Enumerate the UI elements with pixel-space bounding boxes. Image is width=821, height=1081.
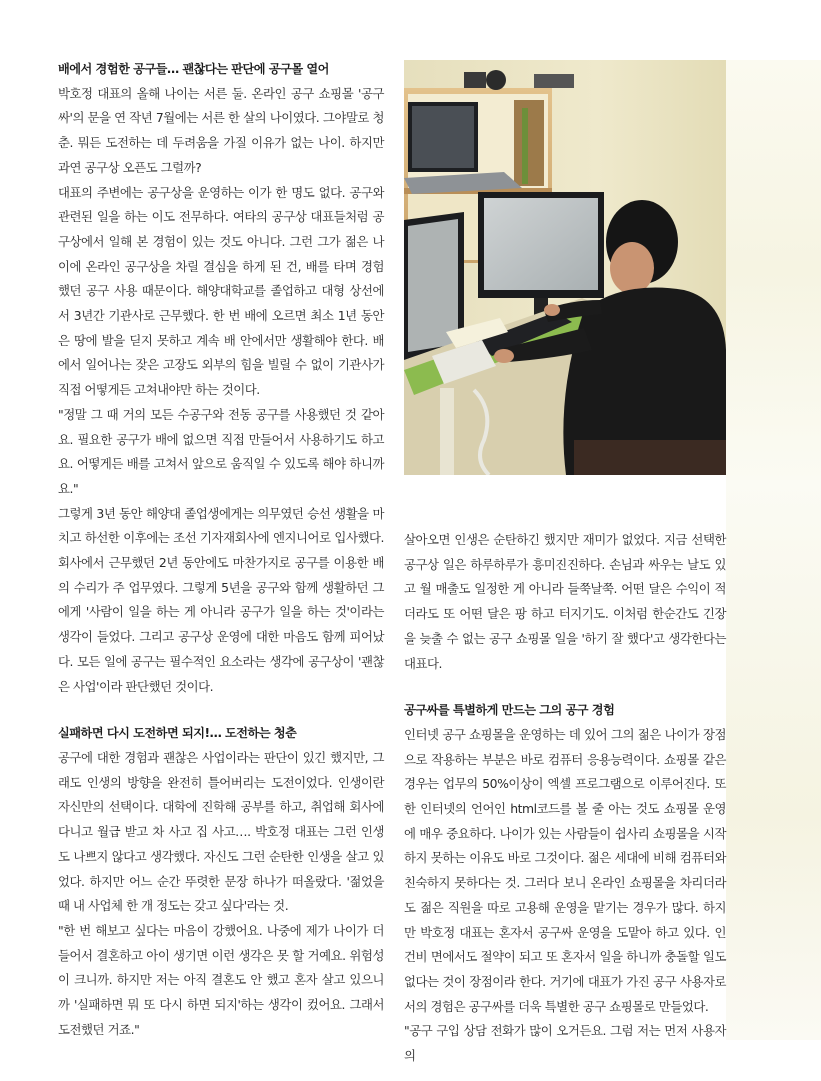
interview-quote: "한 번 해보고 싶다는 마음이 강했어요. 나중에 제가 나이가 더 들어서 결혼하고 아이 생기면 이런 생각은 못 할 거예요. 위험성이 크니까. 하지만 저는 아직 결혼도 안 했고 혼자 살고 있으니까 '실패하면 뭐 또 다시 하면 되지'하는 생각이 컸어요. 그래서 도전했던 거죠." xyxy=(58,922,384,1037)
interview-quote: "공구 구입 상담 전화가 많이 오거든요. 그럼 저는 먼저 사용자의 xyxy=(404,1023,726,1064)
paragraph: 공구에 대한 경험과 괜찮은 사업이라는 판단이 있긴 했지만, 그래도 인생의 방향을 완전히 틀어버리는 도전이었다. 인생이란 자신만의 선택이다. 대학에 진학해 공부를 하고, 취업해 회사에 다니고 월급 받고 차 사고 집 사고…. 박호정 대표는 그런 인생도 나쁘지 않다고 생각했다. 자신도 그런 순탄한 인생을 살고 있었다. 하지만 어느 순간 뚜렷한 문장 하나가 떠올랐다. '젊었을 때 내 사업체 한 개 정도는 갖고 싶다'라는 것. xyxy=(58,749,384,914)
spacer xyxy=(404,676,726,698)
decorative-background-bottom xyxy=(726,480,821,1040)
paragraph: 대표의 주변에는 공구상을 운영하는 이가 한 명도 없다. 공구와 관련된 일을 하는 이도 전무하다. 여타의 공구상 대표들처럼 공구상에서 일해 본 경험이 있는 것도 아니다. 그런 그가 젊은 나이에 온라인 공구상을 차릴 결심을 하게 된 건, 배를 타며 경험했던 공구 사용 때문이다. 해양대학교를 졸업하고 대형 상선에서 3년간 기관사로 근무했다. 한 번 배에 오르면 최소 1년 동안은 땅에 발을 딛지 못하고 계속 배 안에서만 생활해야 한다. 배에서 일어나는 잦은 고장도 외부의 힘을 빌릴 수 없이 기관사가 직접 어떻게든 고쳐내야만 하는 것이다. xyxy=(58,184,384,398)
article-photo xyxy=(404,60,726,475)
section-heading-1: 배에서 경험한 공구들… 괜찮다는 판단에 공구몰 열어 xyxy=(58,62,329,76)
paragraph: 그렇게 3년 동안 해양대 졸업생에게는 의무였던 승선 생활을 마치고 하선한 이후에는 조선 기자재회사에 엔지니어로 입사했다. 회사에서 근무했던 2년 동안에도 마찬가지로 공구를 이용한 배의 수리가 주 업무였다. 그렇게 5년을 공구와 함께 생활하던 그에게 '사람이 일을 하는 게 아니라 공구가 일을 하는 것'이라는 생각이 들었다. 그리고 공구상 운영에 대한 마음도 함께 피어났다. 모든 일에 공구는 필수적인 요소라는 생각에 공구상이 '괜찮은 사업'이라 판단했던 것이다. xyxy=(58,505,384,694)
decorative-background-top xyxy=(726,60,821,480)
section-heading-3: 공구싸를 특별하게 만드는 그의 공구 경험 xyxy=(404,703,615,718)
paragraph: 박호정 대표의 올해 나이는 서른 둘. 온라인 공구 쇼핑몰 '공구싸'의 문을 연 작년 7월에는 서른 한 살의 나이였다. 그야말로 청춘. 뭐든 도전하는 데 두려움을 가질 이유가 없는 나이. 하지만 과연 공구상 오픈도 그럴까? xyxy=(58,85,384,175)
spacer xyxy=(58,699,384,721)
section-heading-2: 실패하면 다시 도전하면 되지!… 도전하는 청춘 xyxy=(58,726,297,741)
paragraph: 인터넷 공구 쇼핑몰을 운영하는 데 있어 그의 젊은 나이가 장점으로 작용하는 부분은 바로 컴퓨터 응용능력이다. 쇼핑몰 같은 경우는 업무의 50%이상이 엑셀 프로그램으로 이루어진다. 또한 인터넷의 언어인 html코드를 볼 줄 아는 것도 쇼핑몰 운영에 매우 중요하다. 나이가 있는 사람들이 쉽사리 쇼핑몰을 시작하지 못하는 이유도 바로 그것이다. 젊은 세대에 비해 컴퓨터와 친숙하지 못하다는 것. 그러다 보니 온라인 쇼핑몰을 차리더라도 젊은 직원을 따로 고용해 운영을 맡기는 경우가 많다. 하지만 박호정 대표는 혼자서 공구싸 운영을 도맡아 하고 있다. 인건비 면에서도 절약이 되고 또 혼자서 일을 하니까 충돌할 일도 없다는 것이 장점이라 한다. 거기에 대표가 가진 공구 사용자로서의 경험은 공구싸를 더욱 특별한 공구 쇼핑몰로 만들었다. xyxy=(404,726,726,1014)
interview-quote: "정말 그 때 거의 모든 수공구와 전동 공구를 사용했던 것 같아요. 필요한 공구가 배에 없으면 직접 만들어서 사용하기도 하고요. 어떻게든 배를 고쳐서 앞으로 움직일 수 있도록 해야 하니까요." xyxy=(58,406,384,496)
left-column xyxy=(58,57,384,1042)
paragraph: 살아오면 인생은 순탄하긴 했지만 재미가 없었다. 지금 선택한 공구상 일은 하루하루가 흥미진진하다. 손님과 싸우는 날도 있고 월 매출도 일정한 게 아니라 들쭉날쭉. 어떤 달은 수익이 적더라도 또 어떤 달은 팡 하고 터지기도. 이처럼 한순간도 긴장을 늦출 수 없는 공구 쇼핑몰 일을 '하기 잘 했다'고 생각한다는 대표다. xyxy=(404,532,726,671)
right-column xyxy=(404,528,726,1069)
